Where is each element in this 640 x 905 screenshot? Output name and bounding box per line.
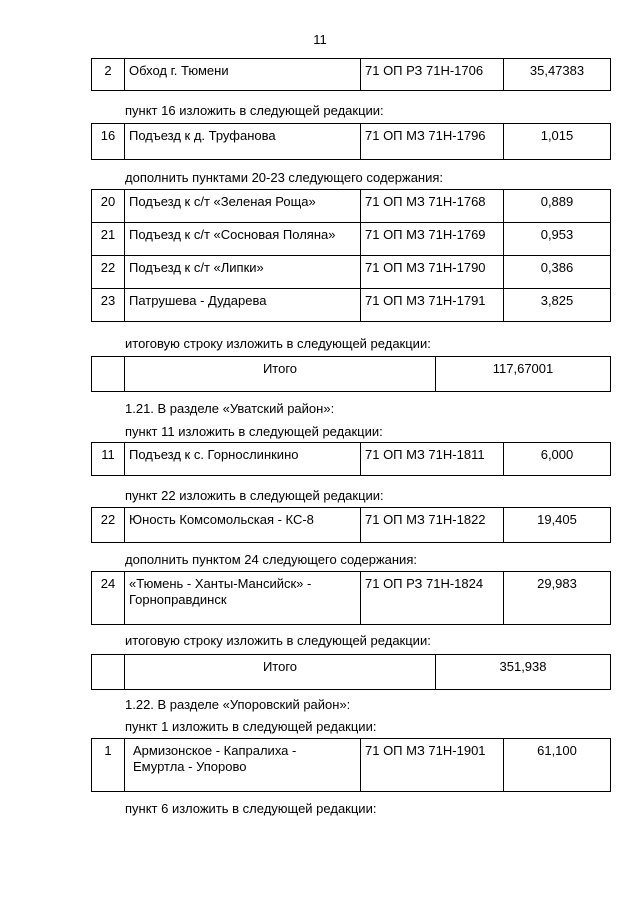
road-code: 71 ОП МЗ 71Н-1769	[361, 223, 504, 256]
table-row	[92, 289, 611, 322]
table-row	[92, 124, 611, 160]
table-row	[92, 572, 611, 625]
row-number: 11	[92, 443, 125, 476]
road-code: 71 ОП МЗ 71Н-1811	[361, 443, 504, 476]
row-number: 21	[92, 223, 125, 256]
road-length: 29,983	[504, 572, 611, 625]
table-row	[92, 508, 611, 543]
row-number: 20	[92, 190, 125, 223]
table-row	[92, 223, 611, 256]
road-name: Подъезд к с/т «Сосновая Поляна»	[125, 223, 361, 256]
road-table-6	[91, 507, 611, 543]
road-length: 61,100	[504, 739, 611, 792]
road-name-line: Армизонское - Капралиха -	[133, 743, 297, 758]
paragraph: пункт 16 изложить в следующей редакции:	[125, 103, 384, 118]
road-name	[125, 572, 361, 625]
paragraph: пункт 6 изложить в следующей редакции:	[125, 801, 377, 816]
empty-cell	[92, 655, 125, 690]
table-row	[92, 443, 611, 476]
road-length: 0,386	[504, 256, 611, 289]
road-name-line: Горноправдинск	[129, 592, 227, 607]
road-code: 71 ОП МЗ 71Н-1796	[361, 124, 504, 160]
road-name: Юность Комсомольская - КС-8	[125, 508, 361, 543]
paragraph: итоговую строку изложить в следующей редакции:	[125, 336, 431, 351]
row-number: 1	[92, 739, 125, 792]
paragraph: итоговую строку изложить в следующей редакции:	[125, 633, 431, 648]
road-code: 71 ОП РЗ 71Н-1824	[361, 572, 504, 625]
total-row	[92, 655, 611, 690]
section-heading: 1.21. В разделе «Уватский район»:	[125, 401, 335, 416]
table-row	[92, 59, 611, 91]
page-number: 11	[313, 32, 327, 47]
road-name: Подъезд к д. Труфанова	[125, 124, 361, 160]
empty-cell	[92, 357, 125, 392]
paragraph: пункт 1 изложить в следующей редакции:	[125, 719, 377, 734]
paragraph: дополнить пунктами 20-23 следующего содержания:	[125, 170, 444, 185]
road-code: 71 ОП МЗ 71Н-1901	[361, 739, 504, 792]
road-table-9	[91, 738, 611, 792]
total-label: Итого	[125, 357, 436, 392]
road-length: 19,405	[504, 508, 611, 543]
total-row	[92, 357, 611, 392]
road-code: 71 ОП МЗ 71Н-1791	[361, 289, 504, 322]
paragraph: пункт 22 изложить в следующей редакции:	[125, 488, 384, 503]
total-value: 351,938	[436, 655, 611, 690]
road-name: Обход г. Тюмени	[125, 59, 361, 91]
row-number: 23	[92, 289, 125, 322]
section-heading: 1.22. В разделе «Упоровский район»:	[125, 697, 351, 712]
road-code: 71 ОП МЗ 71Н-1768	[361, 190, 504, 223]
row-number: 2	[92, 59, 125, 91]
total-value: 117,67001	[436, 357, 611, 392]
road-name: Патрушева - Дударева	[125, 289, 361, 322]
row-number: 16	[92, 124, 125, 160]
table-row	[92, 739, 611, 792]
road-name	[125, 739, 361, 792]
road-length: 35,47383	[504, 59, 611, 91]
road-name: Подъезд к с. Горнослинкино	[125, 443, 361, 476]
road-length: 0,953	[504, 223, 611, 256]
road-name: Подъезд к с/т «Липки»	[125, 256, 361, 289]
road-length: 1,015	[504, 124, 611, 160]
road-code: 71 ОП РЗ 71Н-1706	[361, 59, 504, 91]
road-table-3	[91, 189, 611, 322]
road-name-line: «Тюмень - Ханты-Мансийск» -	[129, 576, 312, 591]
total-label: Итого	[125, 655, 436, 690]
table-row	[92, 256, 611, 289]
road-name: Подъезд к с/т «Зеленая Роща»	[125, 190, 361, 223]
road-length: 3,825	[504, 289, 611, 322]
table-row	[92, 190, 611, 223]
road-code: 71 ОП МЗ 71Н-1822	[361, 508, 504, 543]
total-table-1	[91, 356, 611, 392]
road-table-7	[91, 571, 611, 625]
paragraph: пункт 11 изложить в следующей редакции:	[125, 424, 383, 439]
total-table-2	[91, 654, 611, 690]
road-length: 6,000	[504, 443, 611, 476]
paragraph: дополнить пунктом 24 следующего содержания:	[125, 552, 417, 567]
road-table-5	[91, 442, 611, 476]
row-number: 22	[92, 256, 125, 289]
road-length: 0,889	[504, 190, 611, 223]
road-name-line: Емуртла - Упорово	[133, 759, 247, 774]
road-code: 71 ОП МЗ 71Н-1790	[361, 256, 504, 289]
road-table-2	[91, 123, 611, 160]
road-table-1	[91, 58, 611, 91]
row-number: 22	[92, 508, 125, 543]
row-number: 24	[92, 572, 125, 625]
